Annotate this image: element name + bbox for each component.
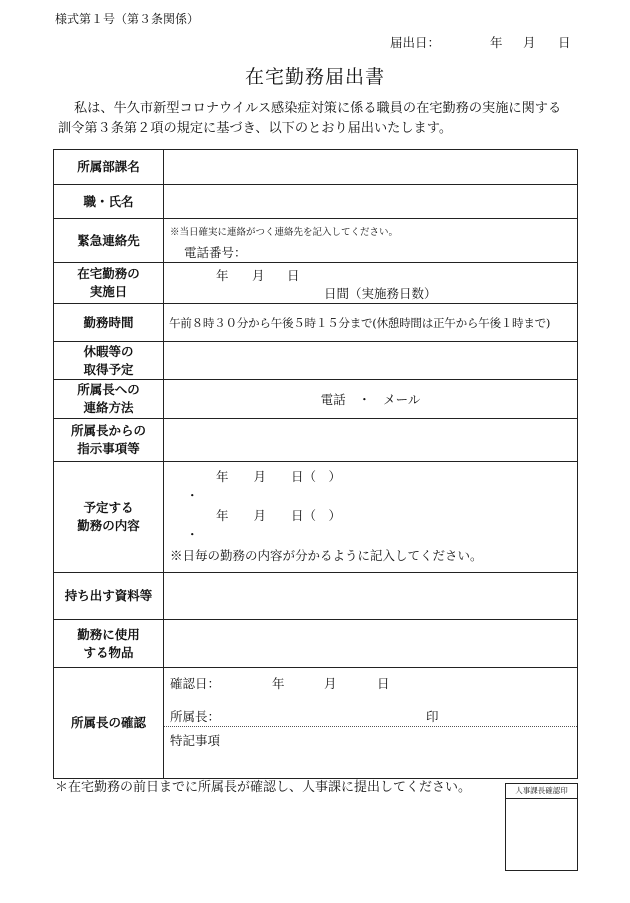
- planned-bullet-1: ・: [186, 488, 199, 503]
- planned-date-1: 年 月 日（ ）: [216, 469, 342, 484]
- impl-month: 月: [252, 268, 265, 283]
- impl-year: 年: [216, 268, 229, 283]
- field-confirmation[interactable]: [164, 668, 578, 779]
- impl-days: 日間（実施務日数）: [324, 286, 437, 301]
- intro-line-2: 訓令第３条第２項の規定に基づき、以下のとおり届出いたします。: [58, 121, 453, 136]
- label-line: 勤務に使用: [77, 626, 140, 642]
- field-emergency[interactable]: [164, 219, 578, 263]
- label-confirmation: 所属長の確認: [54, 668, 164, 779]
- label-line: 実施日: [89, 284, 128, 299]
- label-line: 取得予定: [83, 361, 134, 377]
- submission-day: 日: [558, 35, 571, 50]
- field-leave[interactable]: [164, 342, 578, 380]
- label-leave: [54, 342, 164, 380]
- planned-note: ※日毎の勤務の内容が分かるように記入してください。: [170, 548, 483, 563]
- chief-label: 所属長：: [170, 709, 221, 724]
- field-materials[interactable]: [164, 573, 578, 620]
- label-materials: 持ち出す資料等: [54, 573, 164, 620]
- label-line: 所属長からの: [70, 423, 146, 438]
- field-contact-method[interactable]: [164, 380, 578, 419]
- row-instructions: [54, 419, 578, 462]
- impl-day: 日: [287, 268, 300, 283]
- label-line: 所属長への: [77, 382, 140, 397]
- field-implementation-date[interactable]: [164, 263, 578, 304]
- confirm-year: 年: [272, 676, 285, 691]
- row-contact-method: [54, 380, 578, 419]
- label-line: する物品: [83, 644, 134, 660]
- row-leave: [54, 342, 578, 380]
- form-number: 様式第１号（第３条関係）: [55, 12, 200, 26]
- emergency-note: ※当日確実に連絡がつく連絡先を記入してください。: [170, 227, 399, 238]
- label-line: 指示事項等: [77, 441, 140, 456]
- row-items: [54, 620, 578, 668]
- label-contact-method: [54, 380, 164, 419]
- confirm-month: 月: [324, 676, 337, 691]
- label-line: 勤務の内容: [77, 518, 140, 533]
- submission-date-label: 届出日：: [390, 35, 441, 50]
- field-name[interactable]: [164, 185, 578, 219]
- work-hours-value: 午前８時３０分から午後５時１５分まで(休憩時間は正午から午後１時まで): [169, 316, 551, 330]
- field-work-hours: [164, 304, 578, 342]
- row-emergency: [54, 219, 578, 263]
- label-name: 職・氏名: [54, 185, 164, 219]
- label-emergency: 緊急連絡先: [54, 219, 164, 263]
- label-planned-work: [54, 462, 164, 573]
- row-materials: [54, 573, 578, 620]
- row-implementation-date: [54, 263, 578, 304]
- row-work-hours: [54, 304, 578, 342]
- confirm-day: 日: [377, 676, 390, 691]
- form-table: [53, 149, 578, 779]
- contact-method-value: 電話 ・ メール: [320, 392, 421, 407]
- seal-mark: 印: [426, 709, 439, 724]
- row-department: [54, 150, 578, 185]
- special-notes-label: 特記事項: [170, 733, 221, 748]
- page-title: 在宅勤務届出書: [244, 66, 385, 88]
- label-line: 休暇等の: [83, 343, 134, 359]
- planned-date-2: 年 月 日（ ）: [216, 508, 342, 523]
- field-department[interactable]: [164, 150, 578, 185]
- label-line: 予定する: [83, 500, 134, 515]
- label-department: 所属部課名: [54, 150, 164, 185]
- label-line: 連絡方法: [83, 400, 134, 415]
- confirm-date-label: 確認日：: [170, 676, 221, 691]
- field-items[interactable]: [164, 620, 578, 668]
- row-planned-work: [54, 462, 578, 573]
- label-work-hours: 勤務時間: [54, 304, 164, 342]
- dotted-divider: [164, 726, 577, 727]
- intro-text: [58, 99, 578, 139]
- hr-stamp-label: 人事課長確認印: [506, 784, 577, 799]
- label-implementation-date: [54, 263, 164, 304]
- phone-label: 電話番号：: [184, 245, 247, 260]
- submission-year: 年: [490, 35, 503, 50]
- field-planned-work[interactable]: [164, 462, 578, 573]
- label-items: [54, 620, 164, 668]
- hr-stamp-box[interactable]: [505, 783, 578, 871]
- field-instructions[interactable]: [164, 419, 578, 462]
- intro-line-1: 私は、牛久市新型コロナウイルス感染症対策に係る職員の在宅勤務の実施に関する: [74, 101, 562, 116]
- submission-month: 月: [523, 35, 536, 50]
- row-confirmation: [54, 668, 578, 779]
- footnote: ＊在宅勤務の前日までに所属長が確認し、人事課に提出してください。: [55, 780, 472, 795]
- planned-bullet-2: ・: [186, 527, 199, 542]
- row-name: [54, 185, 578, 219]
- label-line: 在宅勤務の: [77, 266, 140, 281]
- label-instructions: [54, 419, 164, 462]
